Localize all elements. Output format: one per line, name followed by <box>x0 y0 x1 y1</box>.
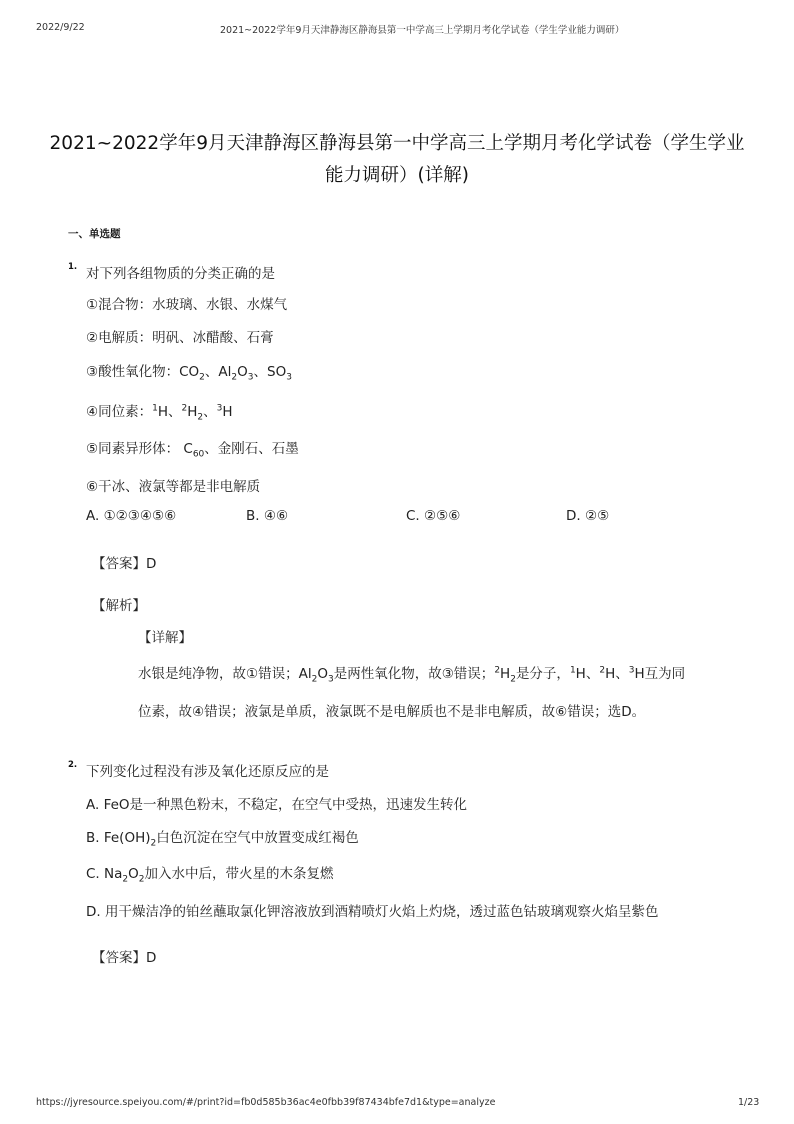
question-1-option-d: D. ②⑤ <box>566 508 610 524</box>
section-title: 一、单选题 <box>68 228 121 240</box>
print-date: 2022/9/22 <box>36 22 85 33</box>
question-1-item-4: ④同位素：$^1$H、$^2H_2$、$^3$H <box>86 403 233 423</box>
question-2-answer <box>92 946 156 966</box>
question-1-answer <box>92 552 156 572</box>
page-title-line-1: 2021~2022学年9月天津静海区静海县第一中学高三上学期月考化学试卷（学生学业 <box>49 133 745 154</box>
question-1-item-2: ②电解质：明矾、冰醋酸、石膏 <box>86 330 274 346</box>
question-2-stem: 下列变化过程没有涉及氧化还原反应的是 <box>86 764 329 780</box>
page-title-line-2: 能力调研）(详解) <box>325 165 469 186</box>
answer-label: 【答案】 <box>92 950 146 966</box>
question-1-item-6: ⑥干冰、液氯等都是非电解质 <box>86 479 261 495</box>
question-2-option-a: A. FeO是一种黑色粉末，不稳定，在空气中受热，迅速发生转化 <box>86 797 468 813</box>
question-2-number: 2. <box>68 760 78 770</box>
question-1-item-1: ①混合物：水玻璃、水银、水煤气 <box>86 297 288 313</box>
question-1-detail-label: 【详解】 <box>138 630 192 646</box>
question-2-option-b: B. $Fe(OH)_2$白色沉淀在空气中放置变成红褐色 <box>86 830 359 849</box>
footer-url: https://jyresource.speiyou.com/#/print?id=fb0d585b36ac4e0fbb39f87434bfe7d1&type=analyze <box>36 1097 496 1108</box>
question-1-option-a: A. ①②③④⑤⑥ <box>86 508 177 524</box>
question-1-item-5: ⑤同素异形体： $C_{60}$、金刚石、石墨 <box>86 441 299 460</box>
question-1-item-3: ③酸性氧化物：$CO_2$、$Al_2O_3$、$SO_3$ <box>86 364 292 383</box>
answer-value: D <box>146 950 157 966</box>
print-header-title: 2021~2022学年9月天津静海区静海县第一中学高三上学期月考化学试卷（学生学业能力调研） <box>220 25 625 36</box>
question-1-detail-line-1: 水银是纯净物，故①错误；$Al_2O_3$是两性氧化物，故③错误；$^2H_2$是分子，$^1$H、$^2$H、$^3$H互为同 <box>138 665 686 685</box>
answer-label: 【答案】 <box>92 556 146 572</box>
question-1-option-c: C. ②⑤⑥ <box>406 508 461 524</box>
question-2-option-c: C. $Na_2O_2$加入水中后，带火星的木条复燃 <box>86 866 334 885</box>
question-1-option-b: B. ④⑥ <box>246 508 289 524</box>
page-title <box>40 128 754 192</box>
question-1-stem: 对下列各组物质的分类正确的是 <box>86 266 275 282</box>
answer-value: D <box>146 556 157 572</box>
page-number: 1/23 <box>738 1097 760 1108</box>
question-2-option-d: D. 用干燥洁净的铂丝蘸取氯化钾溶液放到酒精喷灯火焰上灼烧，透过蓝色钴玻璃观察火焰呈紫色 <box>86 904 659 920</box>
question-1-number: 1. <box>68 262 78 272</box>
question-1-analysis-label: 【解析】 <box>92 598 146 614</box>
question-1-detail-line-2: 位素，故④错误；液氯是单质，液氯既不是电解质也不是非电解质，故⑥错误；选D。 <box>138 704 646 720</box>
